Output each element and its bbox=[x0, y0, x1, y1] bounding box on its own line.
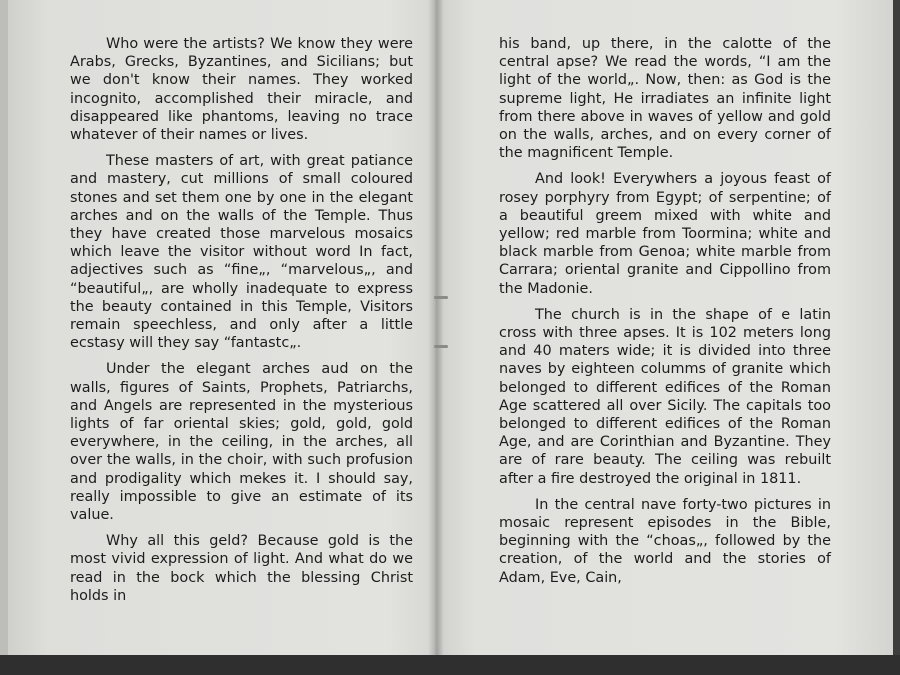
left-paragraph-1: Who were the artists? We know they were Arabs, Grecks, Byzantines, and Sicilians; but we don't know their names. They worked incognito, accomplished their miracle, and disappeared like phantoms, leaving no trace whatever of their names or lives. bbox=[70, 36, 413, 144]
right-page bbox=[435, 0, 893, 662]
right-paragraph-3: The church is in the shape of e latin cross with three apses. It is 102 meters long and 40 maters wide; it is divided into three naves by eighteen columms of granite which belonged to different edifices of the Roman Age scattered all over Sicily. The capitals too belonged to different edifices of the Roman Age, and are Corinthian and Byzantine. They are of rare beauty. The ceiling was rebuilt after a fire destroyed the original in 1811. bbox=[499, 306, 831, 487]
left-page-edge bbox=[0, 0, 8, 675]
left-paragraph-2: These masters of art, with great patiance and mastery, cut millions of small coloured stones and set them one by one in the elegant arches and on the walls of the Temple. Thus they have created those marvelous mosaics which leave the visitor without word In fact, adjectives such as “fine„, “marvelous„, and “beautiful„, are wholly inadequate to express the beauty contained in this Temple, Visitors remain speechless, and only after a little ecstasy will they say “fantastc„. bbox=[70, 153, 413, 352]
left-paragraph-3: Under the elegant arches aud on the walls, figures of Saints, Prophets, Patriarchs, and Angels are represented in the mysterious lights of far oriental skies; gold, gold, gold everywhere, in the ceiling, in the arches, all over the walls, in the choir, with such profusion and prodigality which mekes it. I should say, really impossible to give an estimate of its value. bbox=[70, 361, 413, 524]
right-background-edge bbox=[893, 0, 900, 675]
staple-top bbox=[434, 296, 448, 299]
right-paragraph-1: his band, up there, in the calotte of the central apse? We read the words, “I am the light of the world„. Now, then: as God is the supreme light, He irradiates an infinite light from there above in waves of yellow and gold on the walls, arches, and on every corner of the magnificent Temple. bbox=[499, 36, 831, 162]
left-paragraph-4: Why all this geld? Because gold is the most vivid expression of light. And what do we read in the bock which the blessing Christ holds in bbox=[70, 533, 413, 604]
binding-gutter bbox=[428, 0, 444, 662]
left-page bbox=[8, 0, 435, 662]
bottom-background-band bbox=[0, 655, 900, 675]
right-paragraph-2: And look! Everywhers a joyous feast of rosey porphyry from Egypt; of serpentine; of a beautiful greem mixed with white and yellow; red marble from Toormina; white and black marble from Genoa; white marble from Carrara; oriental granite and Cippollino from the Madonie. bbox=[499, 171, 831, 297]
right-paragraph-4: In the central nave forty-two pictures in mosaic represent episodes in the Bible, beginning with the “choas„, followed by the creation, of the world and the stories of Adam, Eve, Cain, bbox=[499, 496, 831, 586]
staple-bottom bbox=[434, 345, 448, 348]
